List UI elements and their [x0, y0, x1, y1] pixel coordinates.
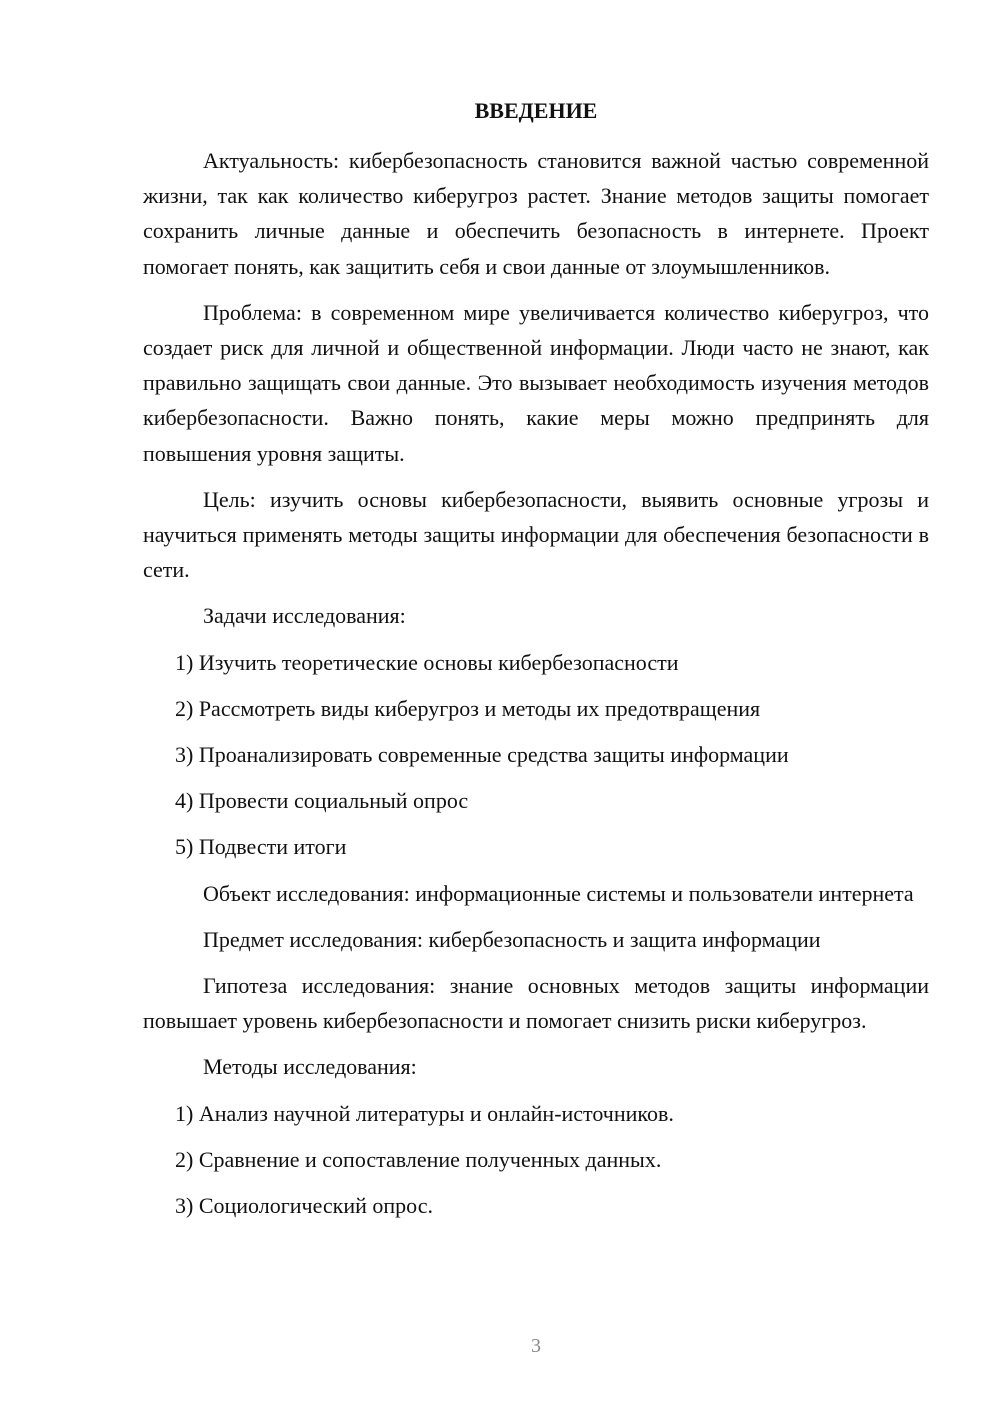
methods-heading: Методы исследования: — [203, 1054, 417, 1080]
method-item: 1) Анализ научной литературы и онлайн-источников. — [175, 1100, 674, 1126]
task-item: 1) Изучить теоретические основы кибербезопасности — [175, 649, 679, 675]
section-title: ВВЕДЕНИЕ — [474, 98, 598, 123]
tasks-heading: Задачи исследования: — [203, 603, 406, 629]
research-hypothesis: Гипотеза исследования: знание основных методов защиты информации повышает уровень кибербезопасности и помогает снизить риски киберугроз. — [143, 973, 929, 1034]
goal-paragraph: Цель: изучить основы кибербезопасности, выявить основные угрозы и научиться применять методы защиты информации для обеспечения безопасности в сети. — [143, 486, 929, 583]
task-item: 5) Подвести итоги — [175, 834, 347, 860]
relevance-paragraph: Актуальность: кибербезопасность становится важной частью современной жизни, так как количество киберугроз растет. Знание методов защиты помогает сохранить личные данные и обеспечить безопасность в интернете. Проект помогает понять, как защитить себя и свои данные от злоумышленников. — [143, 148, 929, 279]
task-item: 2) Рассмотреть виды киберугроз и методы их предотвращения — [175, 695, 761, 721]
task-item: 3) Проанализировать современные средства защиты информации — [175, 742, 789, 768]
method-item: 2) Сравнение и сопоставление полученных данных. — [175, 1146, 662, 1172]
method-item: 3) Социологический опрос. — [175, 1193, 433, 1219]
page-content — [143, 96, 929, 1234]
research-subject: Предмет исследования: кибербезопасность и защита информации — [203, 926, 821, 952]
page-number: 3 — [531, 1335, 541, 1357]
research-object: Объект исследования: информационные системы и пользователи интернета — [203, 880, 914, 906]
task-item: 4) Провести социальный опрос — [175, 788, 469, 814]
problem-paragraph: Проблема: в современном мире увеличивается количество киберугроз, что создает риск для личной и общественной информации. Люди часто не знают, как правильно защищать свои данные. Это вызывает необходимость изучения методов кибербезопасности. Важно понять, какие меры можно предпринять для повышения уровня защиты. — [143, 299, 929, 466]
